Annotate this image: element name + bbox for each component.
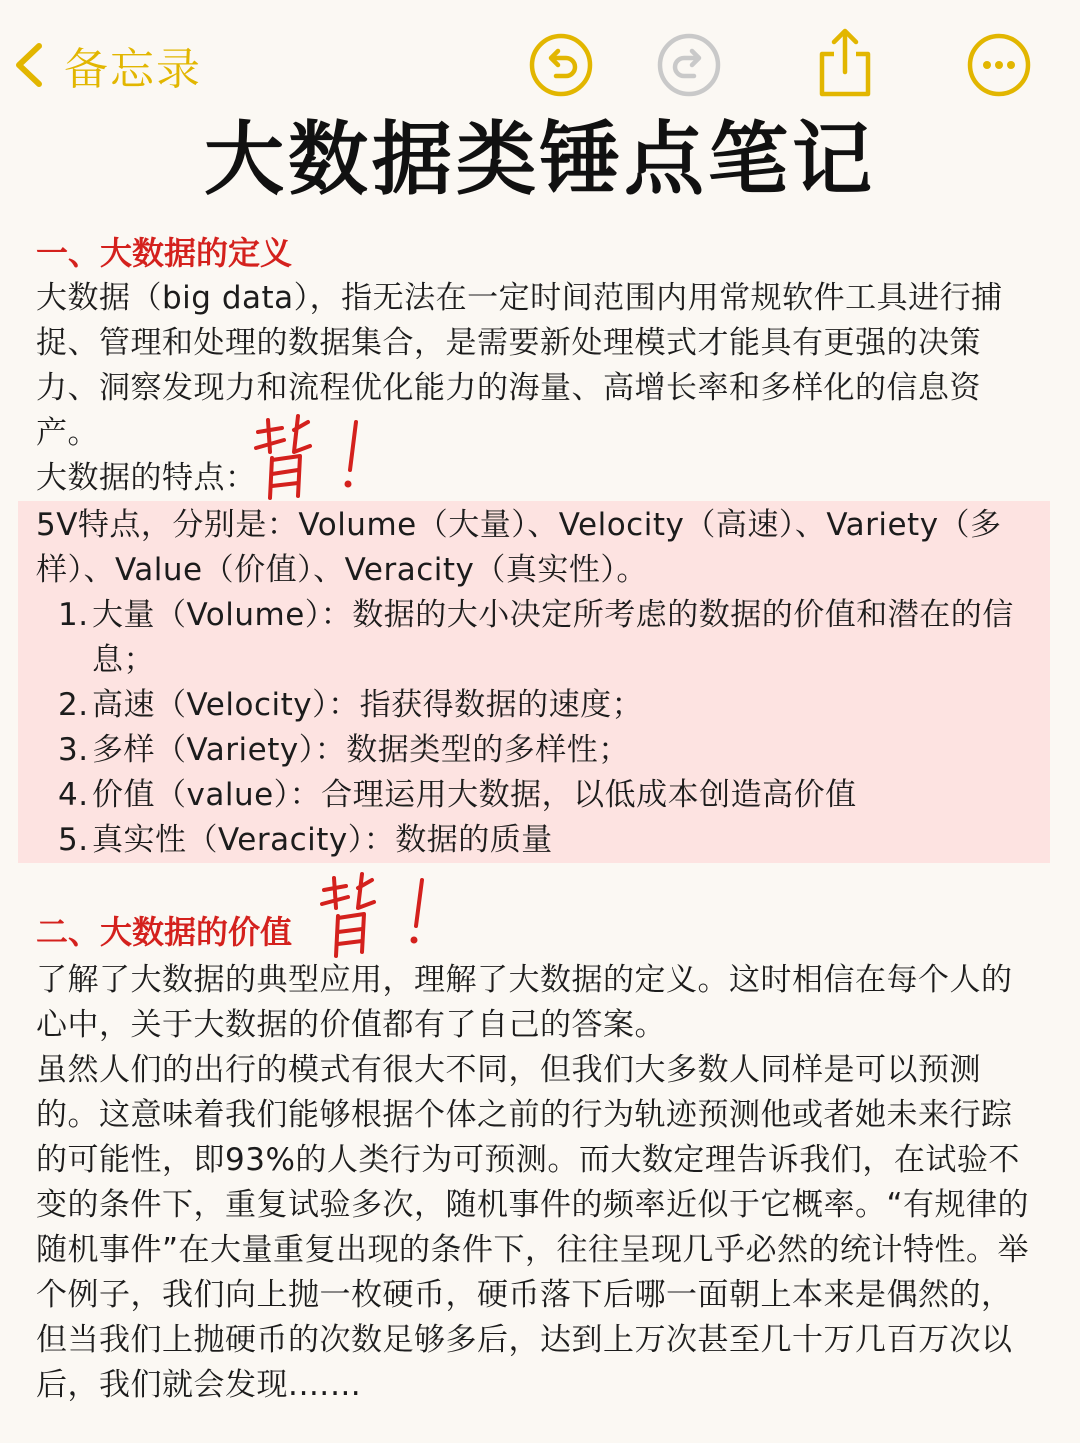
list-text: 大量（Volume）：数据的大小决定所考虑的数据的价值和潜在的信息； (92, 597, 1014, 678)
redo-icon[interactable] (656, 32, 722, 98)
five-v-list (36, 593, 1036, 863)
list-item (36, 818, 1036, 863)
value-paragraph-1: 了解了大数据的典型应用，理解了大数据的定义。这时相信在每个人的心中，关于大数据的价值都有了自己的答案。 (36, 962, 1013, 1043)
more-icon[interactable] (966, 32, 1032, 98)
section-definition (36, 230, 1036, 501)
list-item (36, 773, 1036, 818)
list-item (36, 683, 1036, 728)
features-label: 大数据的特点： (36, 460, 257, 496)
list-number: 1. (58, 597, 89, 633)
list-item (36, 593, 1036, 683)
five-v-block (36, 503, 1036, 863)
list-text: 价值（value）：合理运用大数据，以低成本创造高价值 (92, 777, 857, 813)
handwritten-mark-1 (248, 408, 378, 503)
list-text: 高速（Velocity）：指获得数据的速度； (92, 687, 644, 723)
share-icon[interactable] (812, 28, 878, 98)
list-text: 真实性（Veracity）：数据的质量 (92, 822, 553, 858)
section-value (36, 906, 1036, 1408)
undo-icon[interactable] (528, 32, 594, 98)
toolbar (0, 0, 1080, 130)
note-title: 大数据类锤点笔记 (204, 113, 876, 206)
back-label: 备忘录 (64, 44, 202, 95)
section2-heading: 二、大数据的价值 (36, 913, 293, 951)
five-v-summary: 5V特点，分别是：Volume（大量）、Velocity（高速）、Variety（多样）、Value（价值）、Veracity（真实性）。 (36, 507, 1002, 588)
list-number: 3. (58, 732, 89, 768)
definition-text: 大数据（big data），指无法在一定时间范围内用常规软件工具进行捕捉、管理和处理的数据集合，是需要新处理模式才能具有更强的决策力、洞察发现力和流程优化能力的海量、高增长率和多样化的信息资产。 (36, 280, 1003, 451)
back-button[interactable] (14, 30, 202, 100)
list-item (36, 728, 1036, 773)
list-number: 5. (58, 822, 89, 858)
list-text: 多样（Variety）：数据类型的多样性； (92, 732, 630, 768)
chevron-left-icon (14, 43, 44, 87)
value-paragraph-2: 虽然人们的出行的模式有很大不同，但我们大多数人同样是可以预测的。这意味着我们能够根据个体之前的行为轨迹预测他或者她未来行踪的可能性，即93%的人类行为可预测。而大数定理告诉我们，在试验不变的条件下，重复试验多次，随机事件的频率近似于它概率。“有规律的随机事件”在大量重复出现的条件下，往往呈现几乎必然的统计特性。举个例子，我们向上抛一枚硬币，硬币落下后哪一面朝上本来是偶然的，但当我们上抛硬币的次数足够多后，达到上万次甚至几十万几百万次以后，我们就会发现.…… (36, 1052, 1030, 1403)
list-number: 4. (58, 777, 89, 813)
section1-heading: 一、大数据的定义 (36, 234, 293, 272)
list-number: 2. (58, 687, 89, 723)
